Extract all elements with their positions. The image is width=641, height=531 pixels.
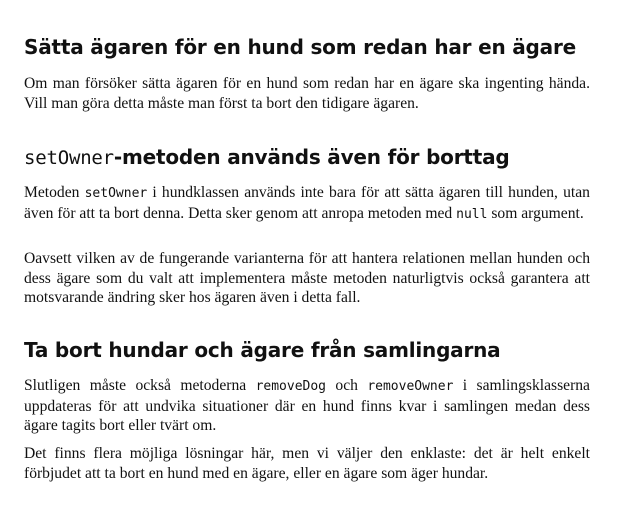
code-removedog: removeDog <box>255 379 327 394</box>
heading-code-setowner: setOwner <box>24 147 114 169</box>
paragraph-solution: Det finns flera möjliga lösningar här, men vi väljer den enklaste: det är helt enkelt förbjudet att ta bort en hund med en ägare, eller en ägare som äger hundar. <box>24 445 590 482</box>
section-heading-existing-owner: Sätta ägaren för en hund som redan har en ägare <box>24 35 576 59</box>
heading-text-setowner-rest: -metoden används även för borttag <box>113 145 510 169</box>
text-run: Slutligen måste också metoderna <box>24 377 256 394</box>
text-run: som argument. <box>487 204 584 222</box>
code-removeowner: removeOwner <box>367 379 454 394</box>
section-heading-setowner-removal <box>24 144 510 171</box>
paragraph-setowner-guarantee: Oavsett vilken av de fungerande varianterna för att hantera relationen mellan hunden och dess ägare som du valt att implementera måste metoden naturligtvis också garantera att motsvarande ändring sker hos ägaren även i detta fall. <box>24 250 590 306</box>
code-setowner: setOwner <box>84 186 148 201</box>
text-run: och <box>326 377 368 394</box>
code-null: null <box>456 206 488 222</box>
paragraph-existing-owner: Om man försöker sätta ägaren för en hund som redan har en ägare ska ingenting hända. Vill man göra detta måste man först ta bort den tidigare ägaren. <box>24 75 590 112</box>
section-heading-remove-from-collections: Ta bort hundar och ägare från samlingarna <box>24 338 501 362</box>
text-run: i samlingsklasserna uppdateras för att undvika situationer där en hund finns kvar i samlingen medan dess ägare tagits bort eller tvärt om. <box>24 377 590 434</box>
text-run: i hundklassen används inte bara för att sätta ägaren till hunden, utan även för att ta bort denna. Detta sker genom att anropa metoden med <box>24 184 590 222</box>
text-run: Metoden <box>24 184 85 201</box>
paragraph-remove-methods <box>24 376 590 436</box>
paragraph-setowner-usage <box>24 183 590 224</box>
